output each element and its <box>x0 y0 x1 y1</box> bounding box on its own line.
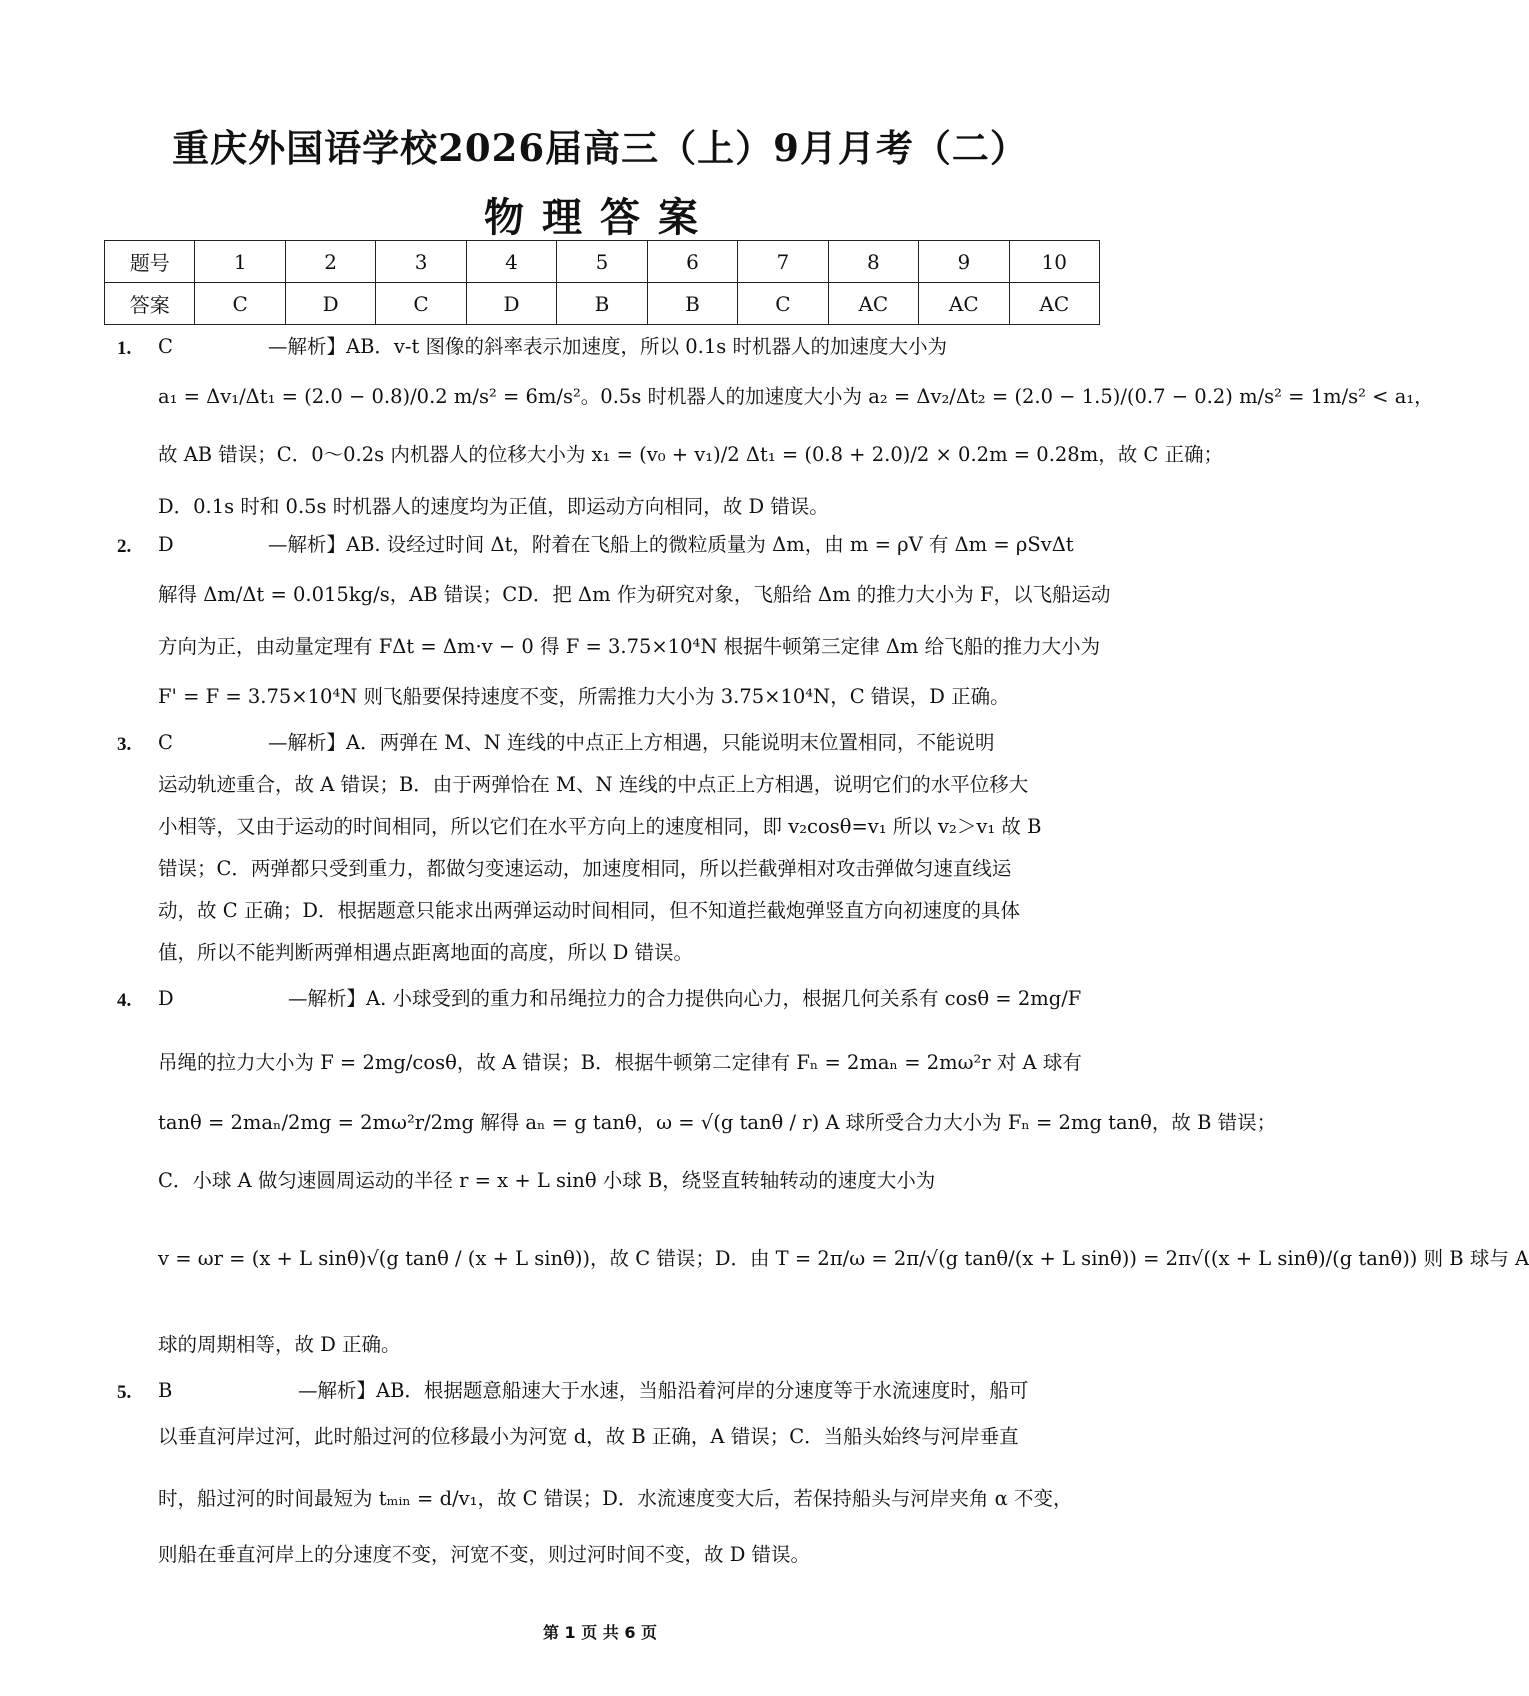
table-cell-answer: AC <box>828 283 918 325</box>
solution-line <box>158 528 1092 562</box>
solution-line: C．小球 A 做匀速圆周运动的半径 r = x + L sinθ 小球 B，绕竖直转轴转动的速度大小为 <box>158 1169 936 1192</box>
question-answer: C <box>158 731 173 754</box>
solution-line: 运动轨迹重合，故 A 错误；B．由于两弹恰在 M、N 连线的中点正上方相遇，说明它们的水平位移大 <box>158 773 1029 796</box>
answer-table <box>104 240 1100 325</box>
solution-text: —解析】A．两弹在 M、N 连线的中点正上方相遇，只能说明末位置相同，不能说明 <box>268 731 995 754</box>
question-number: 3. <box>117 734 132 755</box>
table-cell-answer: C <box>376 283 466 325</box>
table-cell-number: 10 <box>1009 241 1099 283</box>
table-cell-number: 6 <box>647 241 737 283</box>
table-header-number: 题号 <box>105 241 195 283</box>
table-cell-answer: C <box>738 283 828 325</box>
question-number: 5. <box>117 1382 132 1403</box>
solution-line <box>158 982 1092 1016</box>
solution-line: 时，船过河的时间最短为 tₘᵢₙ = d/v₁，故 C 错误；D．水流速度变大后，若保持船头与河岸夹角 α 不变， <box>158 1487 1073 1510</box>
solution-line: 球的周期相等，故 D 正确。 <box>158 1333 401 1356</box>
table-cell-answer: B <box>557 283 647 325</box>
table-cell-answer: D <box>466 283 556 325</box>
table-cell-number: 2 <box>285 241 375 283</box>
solution-line: 错误；C．两弹都只受到重力，都做匀变速运动，加速度相同，所以拦截弹相对攻击弹做匀速直线运 <box>158 857 1012 880</box>
solution-line: v = ωr = (x + L sinθ)√(g tanθ / (x + L sinθ))，故 C 错误；D．由 T = 2π/ω = 2π/√(g tanθ/(x + L sinθ)) = 2π√((x + L sinθ)/(g tanθ)) 则 B 球与 A <box>158 1247 1529 1270</box>
solution-line: 解得 Δm/Δt = 0.015kg/s，AB 错误；CD．把 Δm 作为研究对象，飞船给 Δm 的推力大小为 F，以飞船运动 <box>158 583 1111 606</box>
question-number: 4. <box>117 990 132 1011</box>
table-cell-number: 9 <box>919 241 1009 283</box>
solution-line: 动，故 C 正确；D．根据题意只能求出两弹运动时间相同，但不知道拦截炮弹竖直方向初速度的具体 <box>158 899 1020 922</box>
document-subtitle: 物理答案 <box>484 194 716 241</box>
table-cell-number: 4 <box>466 241 556 283</box>
solution-line: 方向为正，由动量定理有 FΔt = Δm·v − 0 得 F = 3.75×10⁴N 根据牛顿第三定律 Δm 给飞船的推力大小为 <box>158 635 1101 658</box>
table-cell-answer: C <box>195 283 285 325</box>
answer-table-answer-row <box>105 283 1100 325</box>
answer-table-number-row <box>105 241 1100 283</box>
table-cell-answer: AC <box>1009 283 1099 325</box>
solution-line <box>158 330 1092 364</box>
solution-line: F' = F = 3.75×10⁴N 则飞船要保持速度不变，所需推力大小为 3.75×10⁴N，C 错误，D 正确。 <box>158 685 1010 708</box>
question-number: 1. <box>117 338 132 359</box>
table-cell-answer: AC <box>919 283 1009 325</box>
question-answer: D <box>158 987 174 1010</box>
solution-line: 吊绳的拉力大小为 F = 2mg/cosθ，故 A 错误；B．根据牛顿第二定律有 Fₙ = 2maₙ = 2mω²r 对 A 球有 <box>158 1051 1082 1074</box>
solution-line: tanθ = 2maₙ/2mg = 2mω²r/2mg 解得 aₙ = g tanθ，ω = √(g tanθ / r) A 球所受合力大小为 Fₙ = 2mg tanθ，故 B 错误； <box>158 1111 1277 1134</box>
solution-line: 则船在垂直河岸上的分速度不变，河宽不变，则过河时间不变，故 D 错误。 <box>158 1543 811 1566</box>
question-answer: D <box>158 533 174 556</box>
table-cell-number: 7 <box>738 241 828 283</box>
document-title: 重庆外国语学校2026届高三（上）9月月考（二） <box>172 126 1028 170</box>
table-header-answer: 答案 <box>105 283 195 325</box>
solution-text: —解析】AB．根据题意船速大于水速，当船沿着河岸的分速度等于水流速度时，船可 <box>298 1379 1029 1402</box>
question-number: 2. <box>117 536 132 557</box>
table-cell-number: 3 <box>376 241 466 283</box>
page-footer: 第 1 页 共 6 页 <box>542 1623 658 1642</box>
solution-text: —解析】AB. 设经过时间 Δt，附着在飞船上的微粒质量为 Δm，由 m = ρV 有 Δm = ρSvΔt <box>268 533 1074 556</box>
solution-line: 故 AB 错误；C．0～0.2s 内机器人的位移大小为 x₁ = (v₀ + v₁)/2 Δt₁ = (0.8 + 2.0)/2 × 0.2m = 0.28m，故 C 正确； <box>158 443 1224 466</box>
solution-line: 以垂直河岸过河，此时船过河的位移最小为河宽 d，故 B 正确，A 错误；C．当船头始终与河岸垂直 <box>158 1425 1019 1448</box>
solution-line <box>158 1374 1092 1408</box>
solution-line: 小相等，又由于运动的时间相同，所以它们在水平方向上的速度相同，即 v₂cosθ=v₁ 所以 v₂＞v₁ 故 B <box>158 815 1042 838</box>
solution-text: —解析】AB．v-t 图像的斜率表示加速度，所以 0.1s 时机器人的加速度大小为 <box>268 335 947 358</box>
question-answer: C <box>158 335 173 358</box>
solution-line: 值，所以不能判断两弹相遇点距离地面的高度，所以 D 错误。 <box>158 941 694 964</box>
solution-line: D．0.1s 时和 0.5s 时机器人的速度均为正值，即运动方向相同，故 D 错误。 <box>158 495 829 518</box>
table-cell-answer: D <box>285 283 375 325</box>
table-cell-number: 5 <box>557 241 647 283</box>
solution-line: a₁ = Δv₁/Δt₁ = (2.0 − 0.8)/0.2 m/s² = 6m/s²。0.5s 时机器人的加速度大小为 a₂ = Δv₂/Δt₂ = (2.0 − 1.5)/(0.7 − 0.2) m/s² = 1m/s² < a₁， <box>158 385 1434 408</box>
table-cell-number: 8 <box>828 241 918 283</box>
solution-text: —解析】A. 小球受到的重力和吊绳拉力的合力提供向心力，根据几何关系有 cosθ = 2mg/F <box>288 987 1082 1010</box>
question-answer: B <box>158 1379 173 1402</box>
table-cell-number: 1 <box>195 241 285 283</box>
solution-line <box>158 726 1092 760</box>
table-cell-answer: B <box>647 283 737 325</box>
